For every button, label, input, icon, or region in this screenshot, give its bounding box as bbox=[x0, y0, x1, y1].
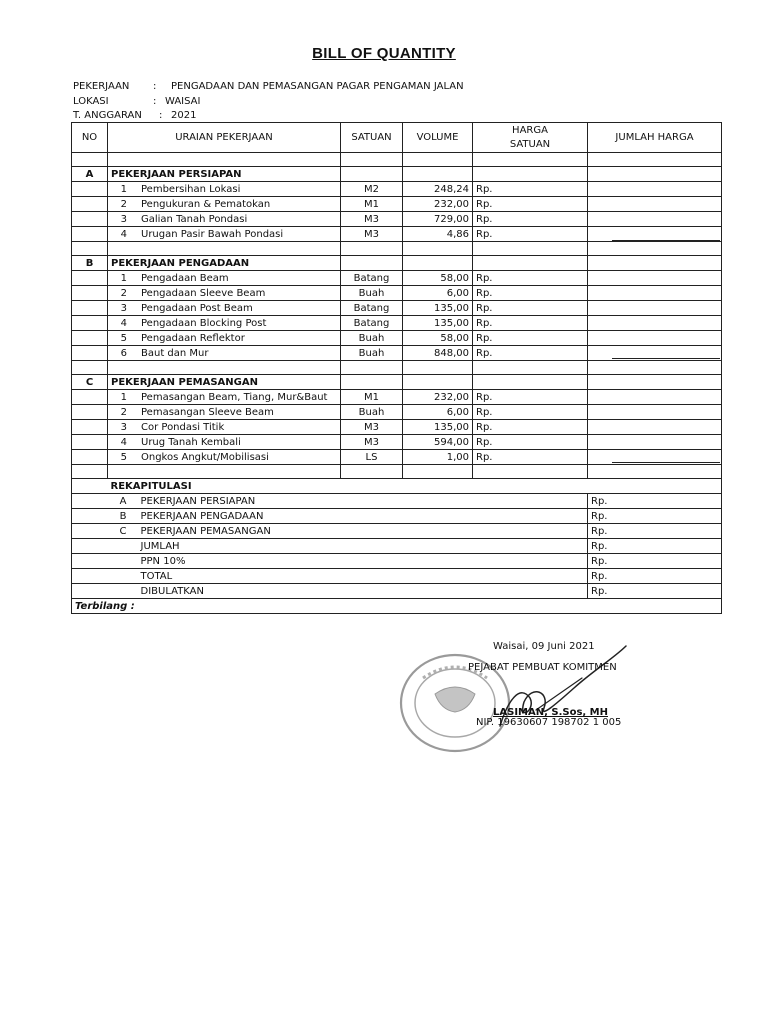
header-lokasi bbox=[73, 96, 200, 107]
item-total bbox=[588, 331, 722, 346]
empty-cell bbox=[588, 167, 722, 182]
recap-amount: Rp. bbox=[588, 494, 722, 509]
empty-cell bbox=[72, 227, 108, 242]
item-number: 4 bbox=[120, 436, 127, 448]
item-desc-cell bbox=[108, 450, 341, 465]
recap-label: PPN 10% bbox=[140, 555, 186, 567]
item-desc-cell bbox=[108, 331, 341, 346]
empty-cell bbox=[72, 420, 108, 435]
item-total bbox=[588, 182, 722, 197]
empty-cell bbox=[72, 182, 108, 197]
empty-cell bbox=[588, 256, 722, 271]
item-volume: 729,00 bbox=[403, 212, 473, 227]
spacer-row bbox=[72, 465, 722, 479]
recap-label: PEKERJAAN PENGADAAN bbox=[140, 510, 264, 522]
empty-cell bbox=[403, 465, 473, 479]
item-total bbox=[588, 271, 722, 286]
recap-label-cell bbox=[108, 524, 588, 539]
item-name: Galian Tanah Pondasi bbox=[141, 213, 248, 225]
empty-cell bbox=[341, 167, 403, 182]
item-row bbox=[72, 197, 722, 212]
item-unit: M3 bbox=[341, 227, 403, 242]
empty-cell bbox=[72, 316, 108, 331]
item-volume: 58,00 bbox=[403, 331, 473, 346]
item-desc-cell bbox=[108, 227, 341, 242]
item-unit-price: Rp. bbox=[473, 227, 588, 242]
item-number: 1 bbox=[120, 391, 127, 403]
item-volume: 232,00 bbox=[403, 390, 473, 405]
item-unit: Batang bbox=[341, 271, 403, 286]
recap-label-cell bbox=[108, 554, 588, 569]
lokasi-value: WAISAI bbox=[165, 96, 201, 107]
item-row bbox=[72, 182, 722, 197]
recap-label: PEKERJAAN PEMASANGAN bbox=[140, 525, 271, 537]
item-volume: 6,00 bbox=[403, 405, 473, 420]
item-unit: Buah bbox=[341, 286, 403, 301]
empty-cell bbox=[473, 361, 588, 375]
empty-cell bbox=[403, 256, 473, 271]
empty-cell bbox=[588, 153, 722, 167]
item-volume: 1,00 bbox=[403, 450, 473, 465]
item-unit-price: Rp. bbox=[473, 390, 588, 405]
item-volume: 58,00 bbox=[403, 271, 473, 286]
item-volume: 594,00 bbox=[403, 435, 473, 450]
item-desc-cell bbox=[108, 212, 341, 227]
item-number: 3 bbox=[120, 302, 127, 314]
stamp-emblem bbox=[435, 687, 475, 712]
section-row bbox=[72, 375, 722, 390]
empty-cell bbox=[72, 435, 108, 450]
empty-cell bbox=[72, 450, 108, 465]
empty-cell bbox=[473, 465, 588, 479]
recap-amount: Rp. bbox=[588, 524, 722, 539]
item-name: Pengadaan Reflektor bbox=[141, 332, 245, 344]
col-header-uraian: URAIAN PEKERJAAN bbox=[108, 123, 341, 153]
item-name: Urug Tanah Kembali bbox=[141, 436, 241, 448]
item-name: Pengukuran & Pematokan bbox=[141, 198, 271, 210]
empty-cell bbox=[72, 509, 108, 524]
item-desc-cell bbox=[108, 182, 341, 197]
document-title: BILL OF QUANTITY bbox=[312, 45, 456, 62]
recap-row bbox=[72, 509, 722, 524]
subtotal-underline-a bbox=[612, 240, 720, 241]
item-total bbox=[588, 212, 722, 227]
table-header-row bbox=[72, 123, 722, 153]
header-pekerjaan bbox=[73, 81, 464, 92]
item-unit-price: Rp. bbox=[473, 450, 588, 465]
recap-amount: Rp. bbox=[588, 554, 722, 569]
empty-cell bbox=[72, 301, 108, 316]
recap-title-row bbox=[72, 479, 722, 494]
item-total bbox=[588, 420, 722, 435]
subtotal-underline-b bbox=[612, 358, 720, 359]
recap-label: DIBULATKAN bbox=[140, 585, 205, 597]
col-header-harga-satuan bbox=[473, 123, 588, 153]
recap-code: A bbox=[119, 495, 127, 507]
item-name: Cor Pondasi Titik bbox=[141, 421, 225, 433]
section-title: PEKERJAAN PERSIAPAN bbox=[108, 167, 341, 182]
empty-cell bbox=[72, 569, 108, 584]
empty-cell bbox=[72, 390, 108, 405]
empty-cell bbox=[403, 242, 473, 256]
recap-label: JUMLAH bbox=[140, 540, 180, 552]
item-unit-price: Rp. bbox=[473, 271, 588, 286]
recap-label: TOTAL bbox=[140, 570, 173, 582]
item-number: 3 bbox=[120, 213, 127, 225]
item-total bbox=[588, 301, 722, 316]
empty-cell bbox=[403, 375, 473, 390]
item-number: 2 bbox=[120, 406, 127, 418]
item-unit-price: Rp. bbox=[473, 286, 588, 301]
item-total bbox=[588, 435, 722, 450]
boq-table bbox=[71, 122, 722, 614]
recap-label-cell bbox=[108, 569, 588, 584]
section-code: C bbox=[72, 375, 108, 390]
col-header-jumlah-harga: JUMLAH HARGA bbox=[588, 123, 722, 153]
item-unit: Buah bbox=[341, 346, 403, 361]
item-unit: M1 bbox=[341, 390, 403, 405]
item-number: 5 bbox=[120, 451, 127, 463]
item-volume: 135,00 bbox=[403, 301, 473, 316]
empty-cell bbox=[108, 361, 341, 375]
empty-cell bbox=[72, 242, 108, 256]
empty-cell bbox=[341, 465, 403, 479]
empty-cell bbox=[72, 346, 108, 361]
pekerjaan-label: PEKERJAAN bbox=[73, 81, 130, 92]
terbilang-row bbox=[72, 599, 722, 614]
empty-cell bbox=[341, 361, 403, 375]
item-total bbox=[588, 197, 722, 212]
item-number: 2 bbox=[120, 287, 127, 299]
item-number: 2 bbox=[120, 198, 127, 210]
item-number: 5 bbox=[120, 332, 127, 344]
item-unit: Buah bbox=[341, 405, 403, 420]
item-unit: M3 bbox=[341, 212, 403, 227]
item-row bbox=[72, 286, 722, 301]
item-unit-price: Rp. bbox=[473, 212, 588, 227]
lokasi-label: LOKASI bbox=[73, 96, 109, 107]
item-row bbox=[72, 212, 722, 227]
colon: : bbox=[153, 96, 157, 107]
item-unit-price: Rp. bbox=[473, 346, 588, 361]
empty-cell bbox=[72, 524, 108, 539]
colon: : bbox=[159, 110, 163, 121]
header-tahun-anggaran bbox=[73, 110, 196, 121]
empty-cell bbox=[588, 375, 722, 390]
item-unit-price: Rp. bbox=[473, 331, 588, 346]
item-row bbox=[72, 390, 722, 405]
subtotal-underline-c bbox=[612, 462, 720, 463]
tahun-label: T. ANGGARAN bbox=[73, 110, 142, 121]
empty-cell bbox=[588, 361, 722, 375]
item-name: Baut dan Mur bbox=[141, 347, 209, 359]
item-unit: Buah bbox=[341, 331, 403, 346]
spacer-row bbox=[72, 242, 722, 256]
item-name: Pengadaan Beam bbox=[141, 272, 229, 284]
item-name: Urugan Pasir Bawah Pondasi bbox=[141, 228, 284, 240]
section-title: PEKERJAAN PENGADAAN bbox=[108, 256, 341, 271]
recap-code: C bbox=[119, 525, 127, 537]
harga-label: HARGA bbox=[512, 124, 548, 136]
empty-cell bbox=[108, 465, 341, 479]
empty-cell bbox=[473, 256, 588, 271]
empty-cell bbox=[72, 212, 108, 227]
item-name: Pengadaan Blocking Post bbox=[141, 317, 267, 329]
empty-cell bbox=[403, 361, 473, 375]
recap-label-cell bbox=[108, 539, 588, 554]
recap-row bbox=[72, 569, 722, 584]
item-row bbox=[72, 420, 722, 435]
recap-label-cell bbox=[108, 494, 588, 509]
item-total bbox=[588, 316, 722, 331]
recap-row bbox=[72, 524, 722, 539]
item-desc-cell bbox=[108, 346, 341, 361]
item-name: Ongkos Angkut/Mobilisasi bbox=[141, 451, 269, 463]
item-row bbox=[72, 316, 722, 331]
item-desc-cell bbox=[108, 435, 341, 450]
item-volume: 248,24 bbox=[403, 182, 473, 197]
item-name: Pembersihan Lokasi bbox=[141, 183, 241, 195]
empty-cell bbox=[108, 242, 341, 256]
empty-cell bbox=[403, 167, 473, 182]
satuan-label: SATUAN bbox=[509, 138, 551, 150]
recap-amount: Rp. bbox=[588, 509, 722, 524]
section-title: PEKERJAAN PEMASANGAN bbox=[108, 375, 341, 390]
item-row bbox=[72, 271, 722, 286]
empty-cell bbox=[72, 153, 108, 167]
item-unit-price: Rp. bbox=[473, 435, 588, 450]
signatory-name: LASIMAN, S.Sos, MH bbox=[493, 707, 608, 718]
empty-cell bbox=[72, 361, 108, 375]
item-desc-cell bbox=[108, 316, 341, 331]
item-row bbox=[72, 435, 722, 450]
item-total bbox=[588, 286, 722, 301]
empty-cell bbox=[473, 375, 588, 390]
recap-row bbox=[72, 494, 722, 509]
item-desc-cell bbox=[108, 197, 341, 212]
recap-code: B bbox=[119, 510, 127, 522]
signatory-nip: NIP. 19630607 198702 1 005 bbox=[476, 717, 622, 728]
empty-cell bbox=[473, 242, 588, 256]
item-desc-cell bbox=[108, 271, 341, 286]
item-name: Pengadaan Sleeve Beam bbox=[141, 287, 266, 299]
empty-cell bbox=[72, 286, 108, 301]
item-name: Pemasangan Sleeve Beam bbox=[141, 406, 274, 418]
empty-cell bbox=[341, 256, 403, 271]
item-unit: M2 bbox=[341, 182, 403, 197]
item-row bbox=[72, 301, 722, 316]
item-number: 4 bbox=[120, 317, 127, 329]
item-unit-price: Rp. bbox=[473, 405, 588, 420]
item-number: 6 bbox=[120, 347, 127, 359]
item-number: 3 bbox=[120, 421, 127, 433]
item-unit: M3 bbox=[341, 420, 403, 435]
recap-label-cell bbox=[108, 584, 588, 599]
item-unit-price: Rp. bbox=[473, 182, 588, 197]
terbilang-label: Terbilang : bbox=[72, 599, 722, 614]
empty-cell bbox=[72, 405, 108, 420]
col-header-no: NO bbox=[72, 123, 108, 153]
item-desc-cell bbox=[108, 405, 341, 420]
spacer-row bbox=[72, 153, 722, 167]
empty-cell bbox=[588, 465, 722, 479]
recap-row bbox=[72, 539, 722, 554]
empty-cell bbox=[72, 539, 108, 554]
recap-label: PEKERJAAN PERSIAPAN bbox=[140, 495, 256, 507]
item-total bbox=[588, 405, 722, 420]
item-name: Pemasangan Beam, Tiang, Mur&Baut bbox=[141, 391, 328, 403]
item-volume: 848,00 bbox=[403, 346, 473, 361]
item-unit: LS bbox=[341, 450, 403, 465]
item-unit: Batang bbox=[341, 301, 403, 316]
recap-label-cell bbox=[108, 509, 588, 524]
empty-cell bbox=[72, 465, 108, 479]
empty-cell bbox=[341, 242, 403, 256]
empty-cell bbox=[588, 242, 722, 256]
empty-cell bbox=[72, 494, 108, 509]
empty-cell bbox=[72, 479, 108, 494]
item-unit: Batang bbox=[341, 316, 403, 331]
item-unit-price: Rp. bbox=[473, 197, 588, 212]
empty-cell bbox=[72, 584, 108, 599]
item-desc-cell bbox=[108, 286, 341, 301]
item-unit: M3 bbox=[341, 435, 403, 450]
section-row bbox=[72, 167, 722, 182]
recap-amount: Rp. bbox=[588, 539, 722, 554]
recap-title: REKAPITULASI bbox=[108, 479, 722, 494]
empty-cell bbox=[473, 167, 588, 182]
item-volume: 6,00 bbox=[403, 286, 473, 301]
signature-position: PEJABAT PEMBUAT KOMITMEN bbox=[468, 662, 617, 673]
item-desc-cell bbox=[108, 420, 341, 435]
colon: : bbox=[153, 81, 157, 92]
boq-body bbox=[72, 153, 722, 614]
empty-cell bbox=[403, 153, 473, 167]
item-desc-cell bbox=[108, 301, 341, 316]
item-total bbox=[588, 390, 722, 405]
item-number: 4 bbox=[120, 228, 127, 240]
spacer-row bbox=[72, 361, 722, 375]
item-name: Pengadaan Post Beam bbox=[141, 302, 253, 314]
section-code: A bbox=[72, 167, 108, 182]
col-header-volume: VOLUME bbox=[403, 123, 473, 153]
item-volume: 232,00 bbox=[403, 197, 473, 212]
item-row bbox=[72, 405, 722, 420]
item-number: 1 bbox=[120, 183, 127, 195]
item-desc-cell bbox=[108, 390, 341, 405]
recap-amount: Rp. bbox=[588, 569, 722, 584]
item-volume: 4,86 bbox=[403, 227, 473, 242]
recap-row bbox=[72, 554, 722, 569]
signature-place-date: Waisai, 09 Juni 2021 bbox=[493, 641, 595, 652]
item-number: 1 bbox=[120, 272, 127, 284]
tahun-value: 2021 bbox=[171, 110, 197, 121]
item-unit-price: Rp. bbox=[473, 301, 588, 316]
item-unit: M1 bbox=[341, 197, 403, 212]
section-row bbox=[72, 256, 722, 271]
empty-cell bbox=[72, 197, 108, 212]
empty-cell bbox=[341, 153, 403, 167]
empty-cell bbox=[341, 375, 403, 390]
empty-cell bbox=[72, 554, 108, 569]
pekerjaan-value: PENGADAAN DAN PEMASANGAN PAGAR PENGAMAN JALAN bbox=[171, 81, 464, 92]
recap-row bbox=[72, 584, 722, 599]
section-code: B bbox=[72, 256, 108, 271]
item-unit-price: Rp. bbox=[473, 420, 588, 435]
recap-amount: Rp. bbox=[588, 584, 722, 599]
item-volume: 135,00 bbox=[403, 420, 473, 435]
col-header-satuan: SATUAN bbox=[341, 123, 403, 153]
empty-cell bbox=[108, 153, 341, 167]
empty-cell bbox=[473, 153, 588, 167]
item-volume: 135,00 bbox=[403, 316, 473, 331]
item-unit-price: Rp. bbox=[473, 316, 588, 331]
item-row bbox=[72, 331, 722, 346]
empty-cell bbox=[72, 331, 108, 346]
empty-cell bbox=[72, 271, 108, 286]
